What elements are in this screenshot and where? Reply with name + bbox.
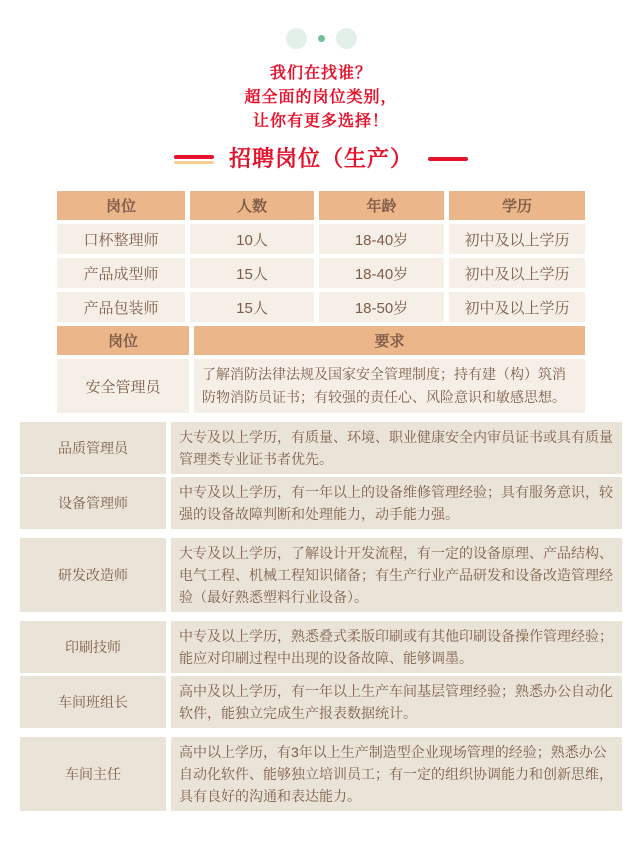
- position-cell: 安全管理员: [57, 359, 189, 413]
- requirements-group: [20, 737, 622, 811]
- position-cell: 设备管理师: [20, 477, 166, 529]
- col-header-requirement: 要求: [194, 326, 585, 355]
- intro-line-3: 让你有更多选择！: [252, 113, 389, 130]
- dot-icon: [318, 35, 325, 42]
- requirement-cell: 中专及以上学历，有一年以上的设备维修管理经验；具有服务意识，较强的设备故障判断和处理能力，动手能力强。: [171, 477, 622, 529]
- position-cell: 车间主任: [20, 737, 166, 811]
- red-line-icon: [428, 157, 468, 161]
- col-header-position: 岗位: [57, 191, 185, 220]
- col-header-count: 人数: [190, 191, 314, 220]
- positions-table: [57, 191, 585, 322]
- count-cell: 15人: [190, 258, 314, 288]
- table-row: [57, 359, 585, 413]
- tan-line-icon: [174, 161, 214, 164]
- intro-line-1: 我们在找谁？: [269, 65, 372, 82]
- requirements-group: [20, 621, 622, 728]
- requirements-group: [20, 422, 622, 529]
- positions-table-header: [57, 191, 585, 220]
- count-cell: 10人: [190, 224, 314, 254]
- requirement-cell: 了解消防法律法规及国家安全管理制度；持有建（构）筑消防物消防员证书；有较强的责任心、风险意识和敏感思想。: [194, 359, 585, 413]
- decorative-dots: [0, 0, 642, 49]
- table-row: [20, 737, 622, 811]
- requirements-group: [20, 538, 622, 612]
- position-cell: 车间班组长: [20, 676, 166, 728]
- age-cell: 18-50岁: [319, 292, 444, 322]
- dot-icon: [336, 28, 357, 49]
- table-row: [20, 477, 622, 529]
- age-cell: 18-40岁: [319, 224, 444, 254]
- table-row: [57, 292, 585, 322]
- position-cell: 口杯整理师: [57, 224, 185, 254]
- title-right-line-icon: [428, 157, 468, 161]
- table-row: [57, 224, 585, 254]
- page-title: 招聘岗位（生产）: [228, 146, 413, 171]
- intro-text: [0, 62, 642, 134]
- position-cell: 研发改造师: [20, 538, 166, 612]
- dot-icon: [286, 28, 307, 49]
- table-row: [20, 422, 622, 474]
- requirement-cell: 高中以上学历，有3年以上生产制造型企业现场管理的经验；熟悉办公自动化软件、能够独立培训员工；有一定的组织协调能力和创新思维，具有良好的沟通和表达能力。: [171, 737, 622, 811]
- col-header-position: 岗位: [57, 326, 189, 355]
- title-left-line-icon: [174, 155, 214, 164]
- age-cell: 18-40岁: [319, 258, 444, 288]
- count-cell: 15人: [190, 292, 314, 322]
- table-row: [20, 621, 622, 673]
- table-row: [20, 676, 622, 728]
- requirement-cell: 大专及以上学历，有质量、环境、职业健康安全内审员证书或具有质量管理类专业证书者优先。: [171, 422, 622, 474]
- table-row: [20, 538, 622, 612]
- requirement-cell: 高中及以上学历，有一年以上生产车间基层管理经验；熟悉办公自动化软件，能独立完成生产报表数据统计。: [171, 676, 622, 728]
- requirement-cell: 大专及以上学历，了解设计开发流程，有一定的设备原理、产品结构、电气工程、机械工程知识储备；有生产行业产品研发和设备改造管理经验（最好熟悉塑料行业设备）。: [171, 538, 622, 612]
- col-header-age: 年龄: [319, 191, 444, 220]
- section-title-row: [0, 145, 642, 173]
- position-cell: 产品成型师: [57, 258, 185, 288]
- requirement-cell: 中专及以上学历，熟悉叠式柔版印刷或有其他印刷设备操作管理经验；能应对印刷过程中出现的设备故障、能够调墨。: [171, 621, 622, 673]
- requirements-table: [57, 326, 585, 413]
- education-cell: 初中及以上学历: [449, 258, 585, 288]
- position-cell: 产品包装师: [57, 292, 185, 322]
- intro-line-2: 超全面的岗位类别，: [244, 89, 398, 106]
- requirements-table-header: [57, 326, 585, 355]
- education-cell: 初中及以上学历: [449, 224, 585, 254]
- position-cell: 印刷技师: [20, 621, 166, 673]
- red-line-icon: [174, 155, 214, 159]
- table-row: [57, 258, 585, 288]
- education-cell: 初中及以上学历: [449, 292, 585, 322]
- col-header-education: 学历: [449, 191, 585, 220]
- position-cell: 品质管理员: [20, 422, 166, 474]
